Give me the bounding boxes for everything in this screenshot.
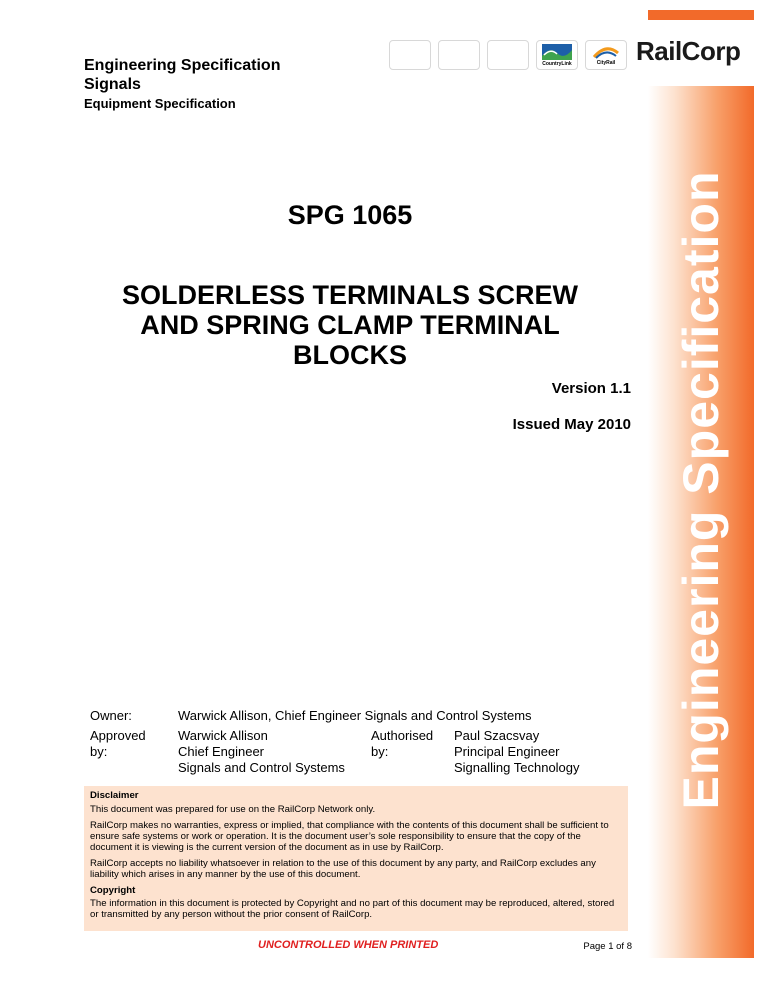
approver-role-line2: Signals and Control Systems [178,760,345,775]
spec-category-title [84,56,280,94]
approved-by-value [178,728,345,776]
countrylink-logo [536,40,578,70]
approved-label-line1: Approved [90,728,146,743]
document-title [60,280,640,370]
document-title-line2: AND SPRING CLAMP TERMINAL [140,310,560,340]
logo-placeholder-1 [389,40,431,70]
document-issue-date: Issued May 2010 [512,416,631,433]
countrylink-label: CountryLink [542,60,572,67]
document-title-line1: SOLDERLESS TERMINALS SCREW [121,280,579,310]
document-title-line3: BLOCKS [293,340,407,370]
approver-name: Warwick Allison [178,728,268,743]
owner-value: Warwick Allison, Chief Engineer Signals and Control Systems [178,708,532,723]
countrylink-emblem-icon [542,44,572,60]
authoriser-role-line1: Principal Engineer [454,744,560,759]
authorised-label-line1: Authorised [371,728,434,743]
spec-subtitle: Equipment Specification [84,96,236,111]
authorised-by-value [454,728,580,776]
approver-role-line1: Chief Engineer [178,744,264,759]
disclaimer-box [84,786,628,931]
copyright-text: The information in this document is protected by Copyright and no part of this document may be reproduced, altered, stored or transmitted by any person without the prior consent of RailCorp. [90,898,615,920]
logo-placeholder-2 [438,40,480,70]
cityrail-logo [585,40,627,70]
cityrail-label: CityRail [596,59,616,66]
document-version: Version 1.1 [551,380,631,397]
disclaimer-paragraph-3: RailCorp accepts no liability whatsoever in relation to the use of this document by any party, and RailCorp excludes any liability which arises in any manner by the use of this document. [90,858,596,880]
approved-label-line2: by: [90,744,108,759]
side-band-cap [648,10,754,20]
cityrail-emblem-icon [591,45,621,59]
side-band-label: Engineering Specification [673,170,729,810]
spec-category-line2: Signals [84,76,141,93]
copyright-heading: Copyright [90,885,136,896]
logo-placeholder-3 [487,40,529,70]
authoriser-role-line2: Signalling Technology [454,760,580,775]
disclaimer-heading: Disclaimer [90,790,139,801]
authoriser-name: Paul Szacsvay [454,728,540,743]
spec-category-line1: Engineering Specification [84,57,281,74]
owner-label: Owner: [90,708,132,723]
authorised-by-label [371,728,441,760]
authorised-label-line2: by: [371,744,389,759]
disclaimer-paragraph-1: This document was prepared for use on the RailCorp Network only. [90,804,376,815]
document-number: SPG 1065 [287,200,413,230]
approved-by-label [90,728,160,760]
disclaimer-paragraph-2: RailCorp makes no warranties, express or implied, that compliance with the contents of this document shall be sufficient to ensure safe systems or work or operation. It is the document user’s sole responsibility to ensure that the copy of the document it is viewing is the current version of the document as in use by RailCorp. [90,820,609,853]
page-number: Page 1 of 8 [583,941,632,952]
uncontrolled-notice: UNCONTROLLED WHEN PRINTED [258,939,439,951]
railcorp-logo: RailCorp [636,36,741,66]
